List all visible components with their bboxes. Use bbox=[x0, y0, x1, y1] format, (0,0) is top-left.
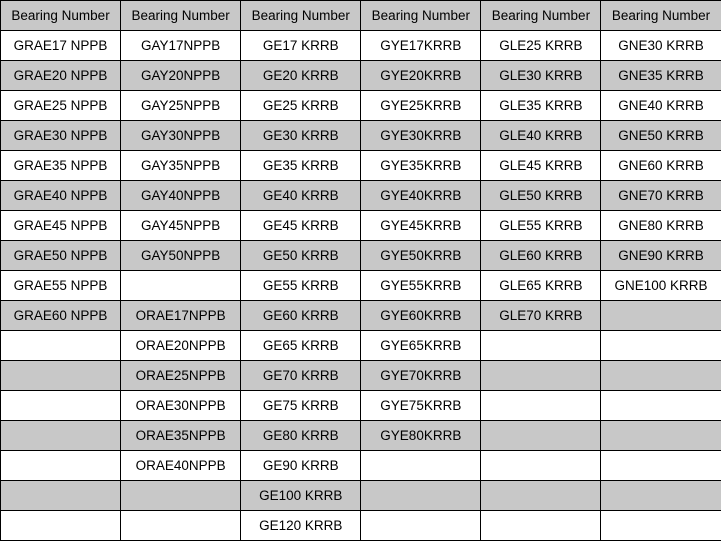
table-cell bbox=[1, 421, 121, 451]
table-cell: ORAE20NPPB bbox=[121, 331, 241, 361]
table-cell: GYE45KRRB bbox=[361, 211, 481, 241]
table-cell: GYE50KRRB bbox=[361, 241, 481, 271]
table-cell: GE20 KRRB bbox=[241, 61, 361, 91]
table-row bbox=[1, 331, 721, 361]
table-cell: GRAE50 NPPB bbox=[1, 241, 121, 271]
table-cell: GYE70KRRB bbox=[361, 361, 481, 391]
table-cell: GNE70 KRRB bbox=[601, 181, 721, 211]
table-cell: GE75 KRRB bbox=[241, 391, 361, 421]
table-row bbox=[1, 241, 721, 271]
table-row bbox=[1, 211, 721, 241]
table-row bbox=[1, 421, 721, 451]
table-cell: GYE35KRRB bbox=[361, 151, 481, 181]
table-cell: GYE55KRRB bbox=[361, 271, 481, 301]
table-cell: GRAE17 NPPB bbox=[1, 31, 121, 61]
table-cell: GYE80KRRB bbox=[361, 421, 481, 451]
table-row bbox=[1, 121, 721, 151]
table-cell: GAY20NPPB bbox=[121, 61, 241, 91]
header-row bbox=[1, 1, 721, 31]
table-cell bbox=[601, 511, 721, 541]
table-cell: GRAE35 NPPB bbox=[1, 151, 121, 181]
table-cell: GNE30 KRRB bbox=[601, 31, 721, 61]
table-cell bbox=[601, 361, 721, 391]
table-cell: GLE50 KRRB bbox=[481, 181, 601, 211]
table-cell: GE60 KRRB bbox=[241, 301, 361, 331]
table-cell: GNE40 KRRB bbox=[601, 91, 721, 121]
table-cell: GLE25 KRRB bbox=[481, 31, 601, 61]
table-cell: GLE30 KRRB bbox=[481, 61, 601, 91]
table-cell: GRAE45 NPPB bbox=[1, 211, 121, 241]
table-cell: GYE25KRRB bbox=[361, 91, 481, 121]
table-cell bbox=[121, 481, 241, 511]
table-cell: ORAE25NPPB bbox=[121, 361, 241, 391]
table-header bbox=[1, 1, 721, 31]
table-cell bbox=[361, 481, 481, 511]
table-cell: GE40 KRRB bbox=[241, 181, 361, 211]
table-cell: GNE100 KRRB bbox=[601, 271, 721, 301]
table-cell: GE17 KRRB bbox=[241, 31, 361, 61]
table-cell: GRAE60 NPPB bbox=[1, 301, 121, 331]
table-cell: GLE55 KRRB bbox=[481, 211, 601, 241]
table-cell bbox=[361, 511, 481, 541]
table-cell bbox=[1, 511, 121, 541]
table-cell: GE35 KRRB bbox=[241, 151, 361, 181]
table-cell bbox=[1, 451, 121, 481]
table-row bbox=[1, 481, 721, 511]
table-cell: GNE90 KRRB bbox=[601, 241, 721, 271]
table-cell: GYE75KRRB bbox=[361, 391, 481, 421]
table-cell: GAY35NPPB bbox=[121, 151, 241, 181]
table-row bbox=[1, 91, 721, 121]
table-row bbox=[1, 151, 721, 181]
table-row bbox=[1, 181, 721, 211]
table-cell: GLE65 KRRB bbox=[481, 271, 601, 301]
table-cell: GE100 KRRB bbox=[241, 481, 361, 511]
table-cell: GE80 KRRB bbox=[241, 421, 361, 451]
table-cell: GAY40NPPB bbox=[121, 181, 241, 211]
table-row bbox=[1, 361, 721, 391]
column-header: Bearing Number bbox=[361, 1, 481, 31]
table-cell: GRAE30 NPPB bbox=[1, 121, 121, 151]
table-cell bbox=[1, 481, 121, 511]
table-cell: GAY30NPPB bbox=[121, 121, 241, 151]
table-cell: GAY17NPPB bbox=[121, 31, 241, 61]
table-cell: GLE70 KRRB bbox=[481, 301, 601, 331]
table-cell: GNE35 KRRB bbox=[601, 61, 721, 91]
table-row bbox=[1, 301, 721, 331]
table-cell bbox=[121, 271, 241, 301]
table-cell: GE30 KRRB bbox=[241, 121, 361, 151]
table-cell bbox=[481, 511, 601, 541]
table-cell: GE70 KRRB bbox=[241, 361, 361, 391]
table-cell: GAY45NPPB bbox=[121, 211, 241, 241]
table-row bbox=[1, 271, 721, 301]
table-cell bbox=[601, 481, 721, 511]
table-cell: GYE30KRRB bbox=[361, 121, 481, 151]
table-cell: GE90 KRRB bbox=[241, 451, 361, 481]
table-cell bbox=[601, 331, 721, 361]
table-cell: GLE60 KRRB bbox=[481, 241, 601, 271]
table-cell bbox=[481, 451, 601, 481]
column-header: Bearing Number bbox=[481, 1, 601, 31]
table-cell: GYE40KRRB bbox=[361, 181, 481, 211]
table-cell: GE120 KRRB bbox=[241, 511, 361, 541]
table-cell bbox=[601, 451, 721, 481]
table-cell: GE45 KRRB bbox=[241, 211, 361, 241]
table-row bbox=[1, 511, 721, 541]
table-row bbox=[1, 31, 721, 61]
table-cell bbox=[481, 361, 601, 391]
column-header: Bearing Number bbox=[601, 1, 721, 31]
table-cell: GNE50 KRRB bbox=[601, 121, 721, 151]
table-cell bbox=[361, 451, 481, 481]
table-row bbox=[1, 61, 721, 91]
table-cell bbox=[481, 421, 601, 451]
table-cell: GYE20KRRB bbox=[361, 61, 481, 91]
table-cell: ORAE35NPPB bbox=[121, 421, 241, 451]
table-cell: GAY50NPPB bbox=[121, 241, 241, 271]
table-cell: GE25 KRRB bbox=[241, 91, 361, 121]
table-cell: GLE40 KRRB bbox=[481, 121, 601, 151]
table-cell bbox=[121, 511, 241, 541]
table-cell bbox=[601, 301, 721, 331]
table-cell: ORAE40NPPB bbox=[121, 451, 241, 481]
table-cell: GE55 KRRB bbox=[241, 271, 361, 301]
table-cell: GRAE40 NPPB bbox=[1, 181, 121, 211]
table-cell bbox=[481, 331, 601, 361]
table-cell: GYE65KRRB bbox=[361, 331, 481, 361]
column-header: Bearing Number bbox=[1, 1, 121, 31]
table-cell: GRAE25 NPPB bbox=[1, 91, 121, 121]
table-cell: ORAE17NPPB bbox=[121, 301, 241, 331]
table-cell bbox=[1, 361, 121, 391]
table-cell: GYE17KRRB bbox=[361, 31, 481, 61]
table-cell bbox=[601, 391, 721, 421]
column-header: Bearing Number bbox=[121, 1, 241, 31]
table-cell bbox=[601, 421, 721, 451]
table-cell bbox=[481, 481, 601, 511]
table-cell: GE50 KRRB bbox=[241, 241, 361, 271]
table-cell: GYE60KRRB bbox=[361, 301, 481, 331]
table-cell: ORAE30NPPB bbox=[121, 391, 241, 421]
column-header: Bearing Number bbox=[241, 1, 361, 31]
table-cell: GRAE55 NPPB bbox=[1, 271, 121, 301]
table-cell: GAY25NPPB bbox=[121, 91, 241, 121]
table-cell: GLE35 KRRB bbox=[481, 91, 601, 121]
table-cell: GNE80 KRRB bbox=[601, 211, 721, 241]
table-cell: GE65 KRRB bbox=[241, 331, 361, 361]
table-row bbox=[1, 451, 721, 481]
table-cell bbox=[1, 331, 121, 361]
table-body bbox=[1, 31, 721, 541]
table-cell bbox=[1, 391, 121, 421]
table-row bbox=[1, 391, 721, 421]
table-cell: GLE45 KRRB bbox=[481, 151, 601, 181]
table-cell: GRAE20 NPPB bbox=[1, 61, 121, 91]
table-cell: GNE60 KRRB bbox=[601, 151, 721, 181]
table-cell bbox=[481, 391, 601, 421]
